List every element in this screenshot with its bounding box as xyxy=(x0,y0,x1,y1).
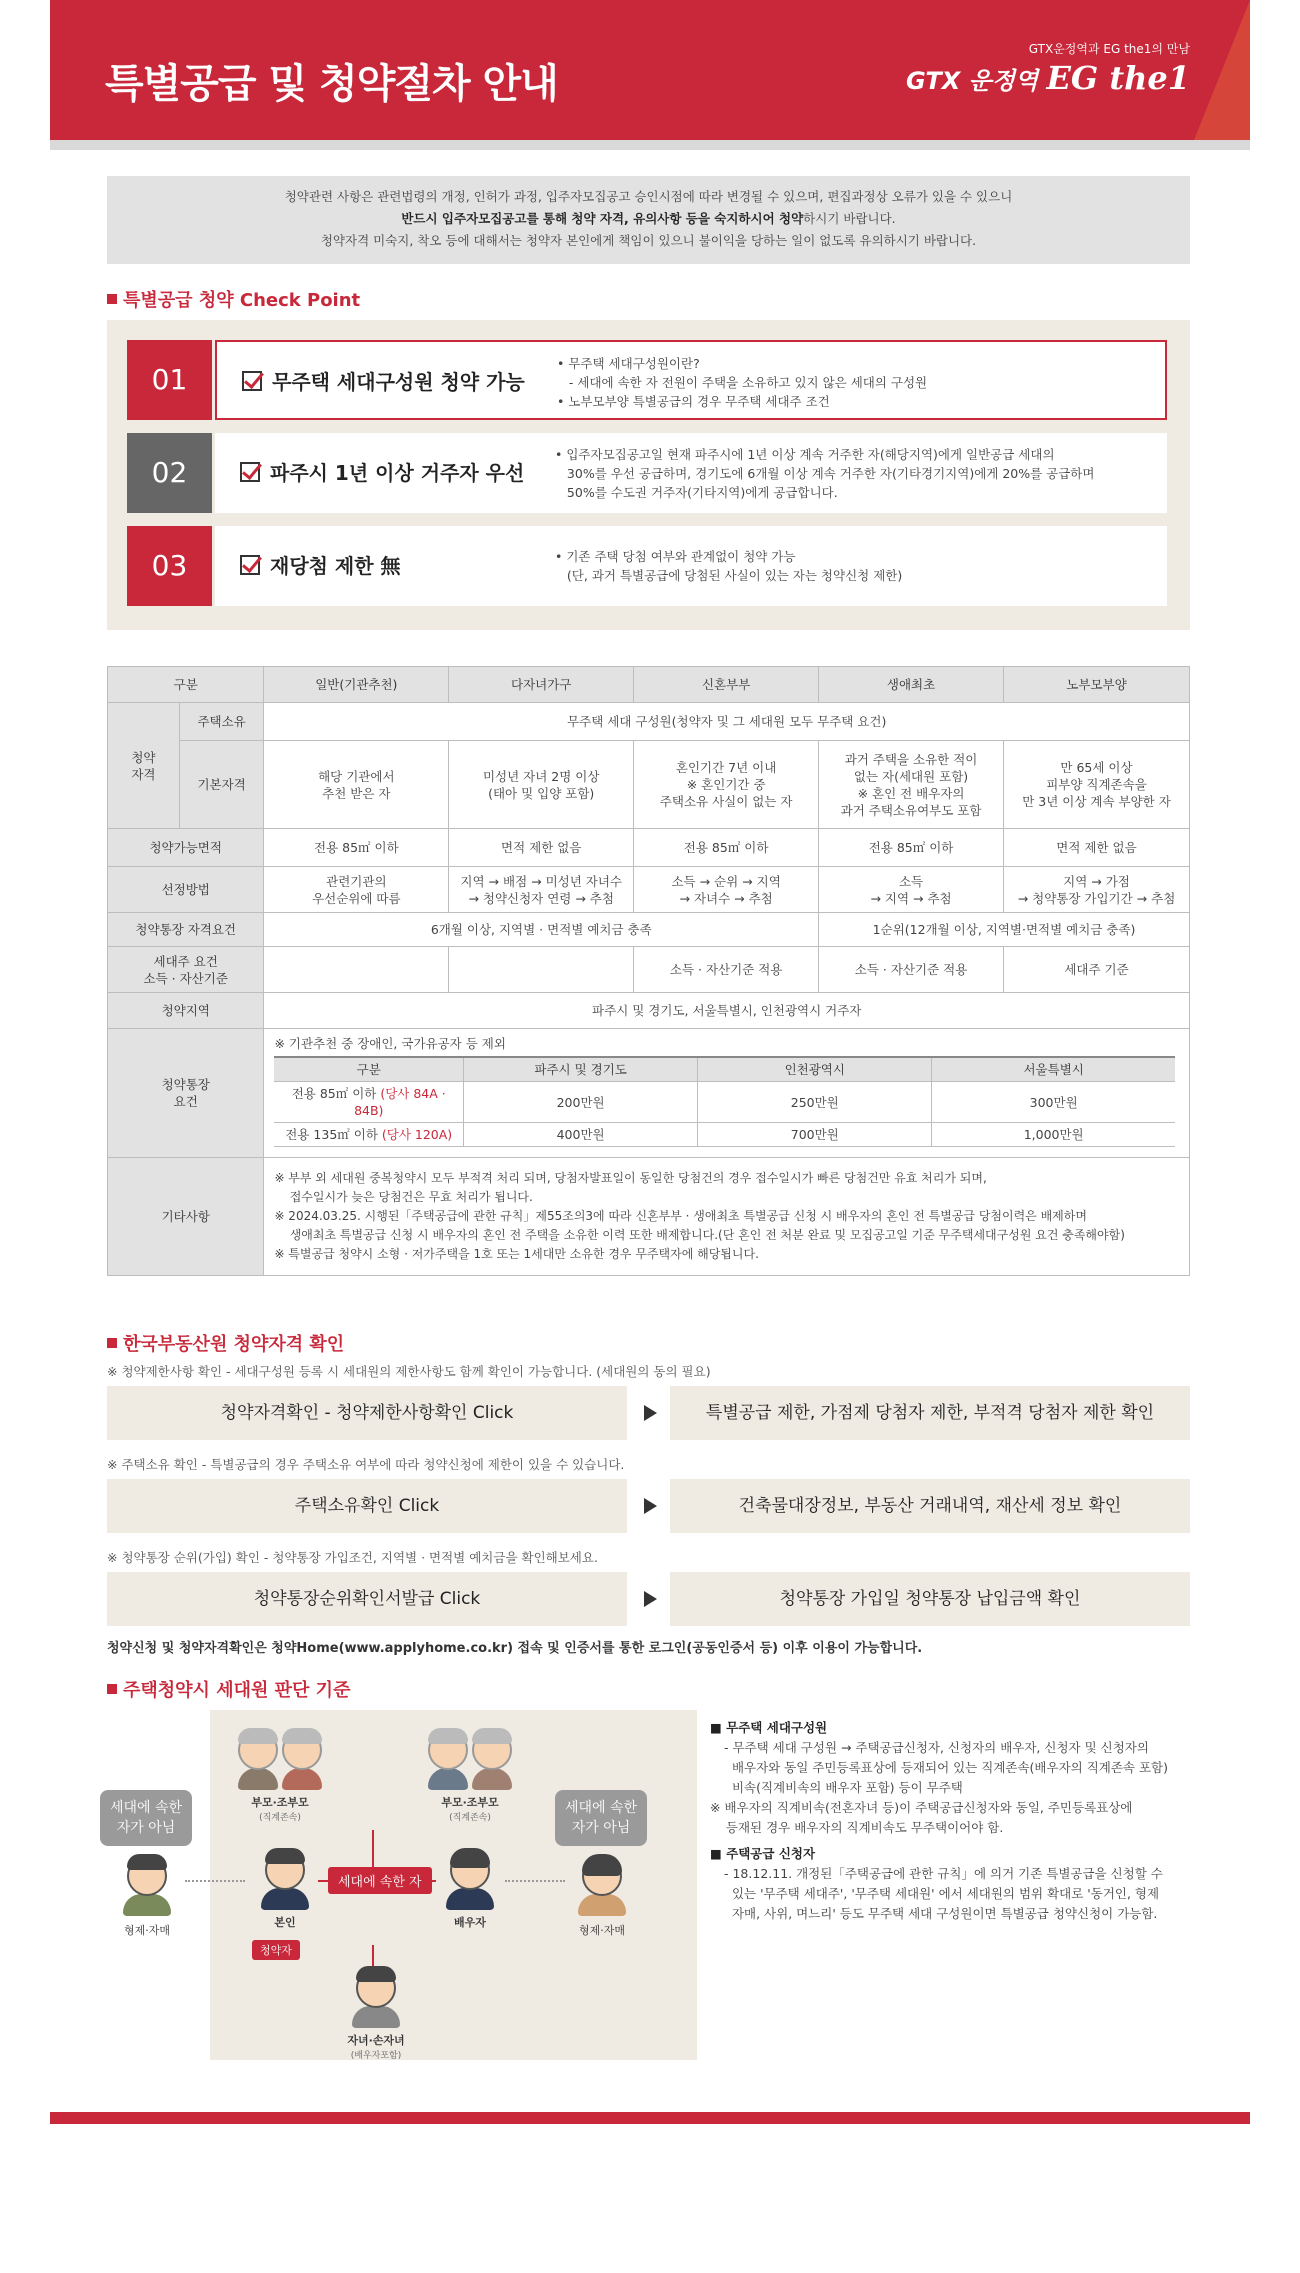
checkpoint-number: 01 xyxy=(127,340,212,420)
checkpoint-label: 파주시 1년 이상 거주자 우선 xyxy=(215,433,545,513)
spouse-person: 배우자 xyxy=(435,1850,505,1930)
applyhome-note: 청약신청 및 청약자격확인은 청약Home(www.applyhome.co.kr) 접속 및 인증서를 통한 로그인(공동인증서 등) 이후 이용이 가능합니다. xyxy=(107,1641,923,1656)
table-header: 노부모부양 xyxy=(1003,667,1189,703)
member-badge: 세대에 속한 자 xyxy=(328,1867,432,1894)
grandfather-icon xyxy=(238,1730,278,1770)
brand-logo xyxy=(906,40,1190,97)
table-header: 생애최초 xyxy=(819,667,1004,703)
page-title: 특별공급 및 청약절차 안내 xyxy=(105,61,558,107)
checkpoint-title: 특별공급 청약 Check Point xyxy=(107,286,360,312)
deposit-value: 200만원 xyxy=(464,1082,698,1123)
cell: 지역 → 배점 → 미성년 자녀수 → 청약신청자 연령 → 추첨 xyxy=(449,867,634,913)
checkpoint-desc: • 기존 주택 당첨 여부와 관계없이 청약 가능 (단, 과거 특별공급에 당첨된 사실이 있는 자는 청약신청 제한) xyxy=(555,549,903,583)
checkbox-icon xyxy=(240,462,260,482)
household-title: 주택청약시 세대원 판단 기준 xyxy=(107,1676,350,1702)
checkbox-icon xyxy=(240,555,260,575)
checkpoint-item-3 xyxy=(127,526,1177,606)
cell: 파주시 및 경기도, 서울특별시, 인천광역시 거주자 xyxy=(264,993,1190,1029)
table-row xyxy=(108,829,1190,867)
cell: 6개월 이상, 지역별 · 면적별 예치금 충족 xyxy=(264,913,819,947)
notice-line-3: 청약자격 미숙지, 착오 등에 대해서는 청약자 본인에게 책임이 있으니 불이익을 당하는 일이 없도록 유의하시기 바랍니다. xyxy=(320,233,977,248)
checkpoint-item-1 xyxy=(127,340,1177,420)
self-icon xyxy=(265,1850,305,1890)
table-row xyxy=(108,1029,1190,1158)
checkbox-icon xyxy=(242,371,262,391)
cell xyxy=(264,947,449,993)
row-label: 청약지역 xyxy=(108,993,264,1029)
cell: 전용 85㎡ 이하 xyxy=(819,829,1004,867)
table-header: 신혼부부 xyxy=(634,667,819,703)
row-label: 세대주 요건 소득 · 자산기준 xyxy=(108,947,264,993)
cell xyxy=(449,947,634,993)
checkpoint-item-2 xyxy=(127,433,1177,513)
cell: 미성년 자녀 2명 이상 (태아 및 입양 포함) xyxy=(449,741,634,829)
cell: 지역 → 가점 → 청약통장 가입기간 → 추첨 xyxy=(1003,867,1189,913)
confirm-row-2 xyxy=(107,1479,1190,1533)
checkpoint-label: 무주택 세대구성원 청약 가능 xyxy=(217,342,547,422)
deposit-header: 파주시 및 경기도 xyxy=(464,1057,698,1082)
header-decoration xyxy=(1190,0,1250,150)
table-header: 일반(기관추천) xyxy=(264,667,449,703)
not-member-badge-right: 세대에 속한 자가 아님 xyxy=(555,1790,647,1846)
checkpoint-number: 03 xyxy=(127,526,212,606)
grandfather-icon xyxy=(428,1730,468,1770)
cell: 소득 · 자산기준 적용 xyxy=(634,947,819,993)
footer-bar xyxy=(50,2112,1250,2124)
deposit-value: 300만원 xyxy=(932,1082,1175,1123)
notice-line-2: 반드시 입주자모집공고를 통해 청약 자격, 유의사항 등을 숙지하시어 청약하시기 바랍니다. xyxy=(401,211,896,226)
table-row xyxy=(108,913,1190,947)
child-icon xyxy=(356,1968,396,2008)
row-label: 기타사항 xyxy=(108,1158,264,1276)
row-label: 청약통장 자격요건 xyxy=(108,913,264,947)
table-header: 다자녀가구 xyxy=(449,667,634,703)
checkpoint-desc: • 무주택 세대구성원이란? - 세대에 속한 자 전원이 주택을 소유하고 있지 않은 세대의 구성원 • 노부모부양 특별공급의 경우 무주택 세대주 조건 xyxy=(557,355,928,409)
cell: 면적 제한 없음 xyxy=(1003,829,1189,867)
table-row xyxy=(108,703,1190,741)
deposit-label: 전용 135㎡ 이하 (당사 120A) xyxy=(274,1123,463,1147)
self-person: 본인 xyxy=(250,1850,320,1930)
confirm-note-3: ※ 청약통장 순위(가입) 확인 - 청약통장 가입조건, 지역별 · 면적별 예치금을 확인해보세요. xyxy=(107,1550,598,1565)
sibling-icon xyxy=(127,1856,167,1896)
table-row xyxy=(108,867,1190,913)
not-member-badge-left: 세대에 속한 자가 아님 xyxy=(100,1790,192,1846)
brand-tagline: GTX운정역과 EG the1의 만남 xyxy=(1028,42,1190,56)
cell: 1순위(12개월 이상, 지역별·면적별 예치금 충족) xyxy=(819,913,1190,947)
cell: 전용 85㎡ 이하 xyxy=(634,829,819,867)
dotted-connector xyxy=(505,1880,565,1882)
cell: 혼인기간 7년 이내 ※ 혼인기간 중 주택소유 사실이 없는 자 xyxy=(634,741,819,829)
sibling-right: 형제·자매 xyxy=(567,1856,637,1938)
confirm-row-3 xyxy=(107,1572,1190,1626)
sibling-left: 형제·자매 xyxy=(112,1856,182,1938)
cell: 소득 · 자산기준 적용 xyxy=(819,947,1004,993)
child-person: 자녀·손자녀 (배우자포함) xyxy=(336,1968,416,2061)
deposit-value: 700만원 xyxy=(698,1123,932,1147)
cell: 과거 주택을 소유한 적이 없는 자(세대원 포함) ※ 혼인 전 배우자의 과거 주택소유여부도 포함 xyxy=(819,741,1004,829)
notice-line-1: 청약관련 사항은 관련법령의 개정, 인허가 과정, 입주자모집공고 승인시점에 따라 변경될 수 있으며, 편집과정상 오류가 있을 수 있으니 xyxy=(284,189,1013,204)
dotted-connector xyxy=(185,1880,245,1882)
deposit-header: 서울특별시 xyxy=(932,1057,1175,1082)
cell: 면적 제한 없음 xyxy=(449,829,634,867)
header-underline xyxy=(50,140,1250,150)
cell: 만 65세 이상 피부양 직계존속을 만 3년 이상 계속 부양한 자 xyxy=(1003,741,1189,829)
confirm-row-1 xyxy=(107,1386,1190,1440)
row-label: 청약 자격 xyxy=(108,703,180,829)
deposit-header: 인천광역시 xyxy=(698,1057,932,1082)
table-header-row xyxy=(108,667,1190,703)
row-label: 청약통장 요건 xyxy=(108,1029,264,1158)
deposit-row xyxy=(274,1123,1175,1147)
brand-name: GTX 운정역 EG the1 xyxy=(906,59,1190,97)
applicant-badge: 청약자 xyxy=(252,1940,300,1960)
deposit-value: 250만원 xyxy=(698,1082,932,1123)
notice-box xyxy=(107,176,1190,264)
deposit-note: ※ 기관추천 중 장애인, 국가유공자 등 제외 xyxy=(274,1036,506,1051)
bankbook-rank-button[interactable]: 청약통장순위확인서발급 Click xyxy=(107,1572,627,1626)
table-row xyxy=(108,993,1190,1029)
deposit-value: 400만원 xyxy=(464,1123,698,1147)
table-row xyxy=(108,1158,1190,1276)
table-header: 구분 xyxy=(108,667,264,703)
cell: 소득 → 순위 → 지역 → 자녀수 → 추첨 xyxy=(634,867,819,913)
row-label: 청약가능면적 xyxy=(108,829,264,867)
household-explanation: ■ 무주택 세대구성원 - 무주택 세대 구성원 → 주택공급신청자, 신청자의 배우자, 신청자 및 신청자의 배우자와 동일 주민등록표상에 등재되어 있는 직계존속(배우자의 직계존속 포함) 비속(직계비속의 배우자 포함) 등이 무주택 ※ 배우자의 직계비속(전혼자녀 등)이 주택공급신청자와 동일, 주민등록표상에 등재된 경우 배우자의 직계비속도 무주택이어야 함. ■ 주택공급 신청자 - 18.12.11. 개정된「주택공급에 관한 규칙」에 의거 기존 특별공급을 신청할 수 있는 '무주택 세대주', '무주택 세대원' 에서 세대원의 범위 확대로 '동거인, 형제 자매, 사위, 며느리' 등도 무주택 세대 구성원이면 특별공급 청약신청이 가능함. xyxy=(710,1720,1168,1921)
confirm-note-1: ※ 청약제한사항 확인 - 세대구성원 등록 시 세대원의 제한사항도 함께 확인이 가능합니다. (세대원의 동의 필요) xyxy=(107,1364,711,1379)
confirm-title: 한국부동산원 청약자격 확인 xyxy=(107,1330,344,1356)
grandmother-icon xyxy=(282,1730,322,1770)
deposit-value: 1,000만원 xyxy=(932,1123,1175,1147)
checkpoint-label: 재당첨 제한 無 xyxy=(215,526,545,606)
cell: 전용 85㎡ 이하 xyxy=(264,829,449,867)
arrow-right-icon xyxy=(644,1498,657,1514)
cell: 소득 → 지역 → 추첨 xyxy=(819,867,1004,913)
checkpoint-desc: • 입주자모집공고일 현재 파주시에 1년 이상 계속 거주한 자(해당지역)에게 일반공급 세대의 30%를 우선 공급하며, 경기도에 6개월 이상 계속 거주한 자(기타경기지역)에게 20%를 공급하며 50%를 수도권 거주자(기타지역)에게 공급합니다. xyxy=(555,446,1095,500)
confirm-note-2: ※ 주택소유 확인 - 특별공급의 경우 주택소유 여부에 따라 청약신청에 제한이 있을 수 있습니다. xyxy=(107,1457,625,1472)
restriction-check-button[interactable]: 청약자격확인 - 청약제한사항확인 Click xyxy=(107,1386,627,1440)
deposit-cell xyxy=(264,1029,1190,1158)
cell: 무주택 세대 구성원(청약자 및 그 세대원 모두 무주택 요건) xyxy=(264,703,1190,741)
house-ownership-button[interactable]: 주택소유확인 Click xyxy=(107,1479,627,1533)
connector-line xyxy=(372,1830,374,1867)
checkpoint-number: 02 xyxy=(127,433,212,513)
arrow-right-icon xyxy=(644,1591,657,1607)
deposit-label: 전용 85㎡ 이하 (당사 84A · 84B) xyxy=(274,1082,463,1123)
row-label: 주택소유 xyxy=(179,703,264,741)
etc-cell: ※ 부부 외 세대원 중복청약시 모두 부적격 처리 되며, 당첨자발표일이 동일한 당첨건의 경우 접수일시가 빠른 당첨건만 유효 처리가 되며, 접수일시가 늦은 당첨건은 무효 처리가 됩니다. ※ 2024.03.25. 시행된「주택공급에 관한 규칙」제55조의3에 따라 신혼부부 · 생애최초 특별공급 신청 시 배우자의 혼인 전 특별공급 당첨이력은 배제하며 생애최초 특별공급 신청 시 배우자의 혼인 전 주택을 소유한 이력 또한 배제합니다.(단 혼인 전 처분 완료 및 모집공고일 기준 무주택세대구성원 요건 충족해야함) ※ 특별공급 청약시 소형 · 저가주택을 1호 또는 1세대만 소유한 경우 무주택자에 해당됩니다. xyxy=(264,1158,1190,1276)
table-row xyxy=(108,741,1190,829)
checkpoint-box xyxy=(107,320,1190,630)
row-label: 기본자격 xyxy=(179,741,264,829)
logo-text: EG the1 xyxy=(1046,59,1190,97)
row-label: 선정방법 xyxy=(108,867,264,913)
grandmother-icon xyxy=(472,1730,512,1770)
restriction-check-result: 특별공급 제한, 가점제 당첨자 제한, 부적격 당첨자 제한 확인 xyxy=(670,1386,1190,1440)
cell: 관련기관의 우선순위에 따름 xyxy=(264,867,449,913)
grandparents-right: 부모·조부모 (직계존속) xyxy=(425,1730,515,1823)
arrow-right-icon xyxy=(644,1405,657,1421)
grandparents-left: 부모·조부모 (직계존속) xyxy=(235,1730,325,1823)
deposit-row xyxy=(274,1082,1175,1123)
cell: 세대주 기준 xyxy=(1003,947,1189,993)
bankbook-rank-result: 청약통장 가입일 청약통장 납입금액 확인 xyxy=(670,1572,1190,1626)
header-banner xyxy=(50,0,1250,150)
deposit-header: 구분 xyxy=(274,1057,463,1082)
cell: 해당 기관에서 추천 받은 자 xyxy=(264,741,449,829)
table-row xyxy=(108,947,1190,993)
house-ownership-result: 건축물대장정보, 부동산 거래내역, 재산세 정보 확인 xyxy=(670,1479,1190,1533)
qualification-table xyxy=(107,666,1190,1276)
spouse-icon xyxy=(450,1850,490,1890)
deposit-table xyxy=(274,1056,1175,1147)
sibling-icon xyxy=(582,1856,622,1896)
